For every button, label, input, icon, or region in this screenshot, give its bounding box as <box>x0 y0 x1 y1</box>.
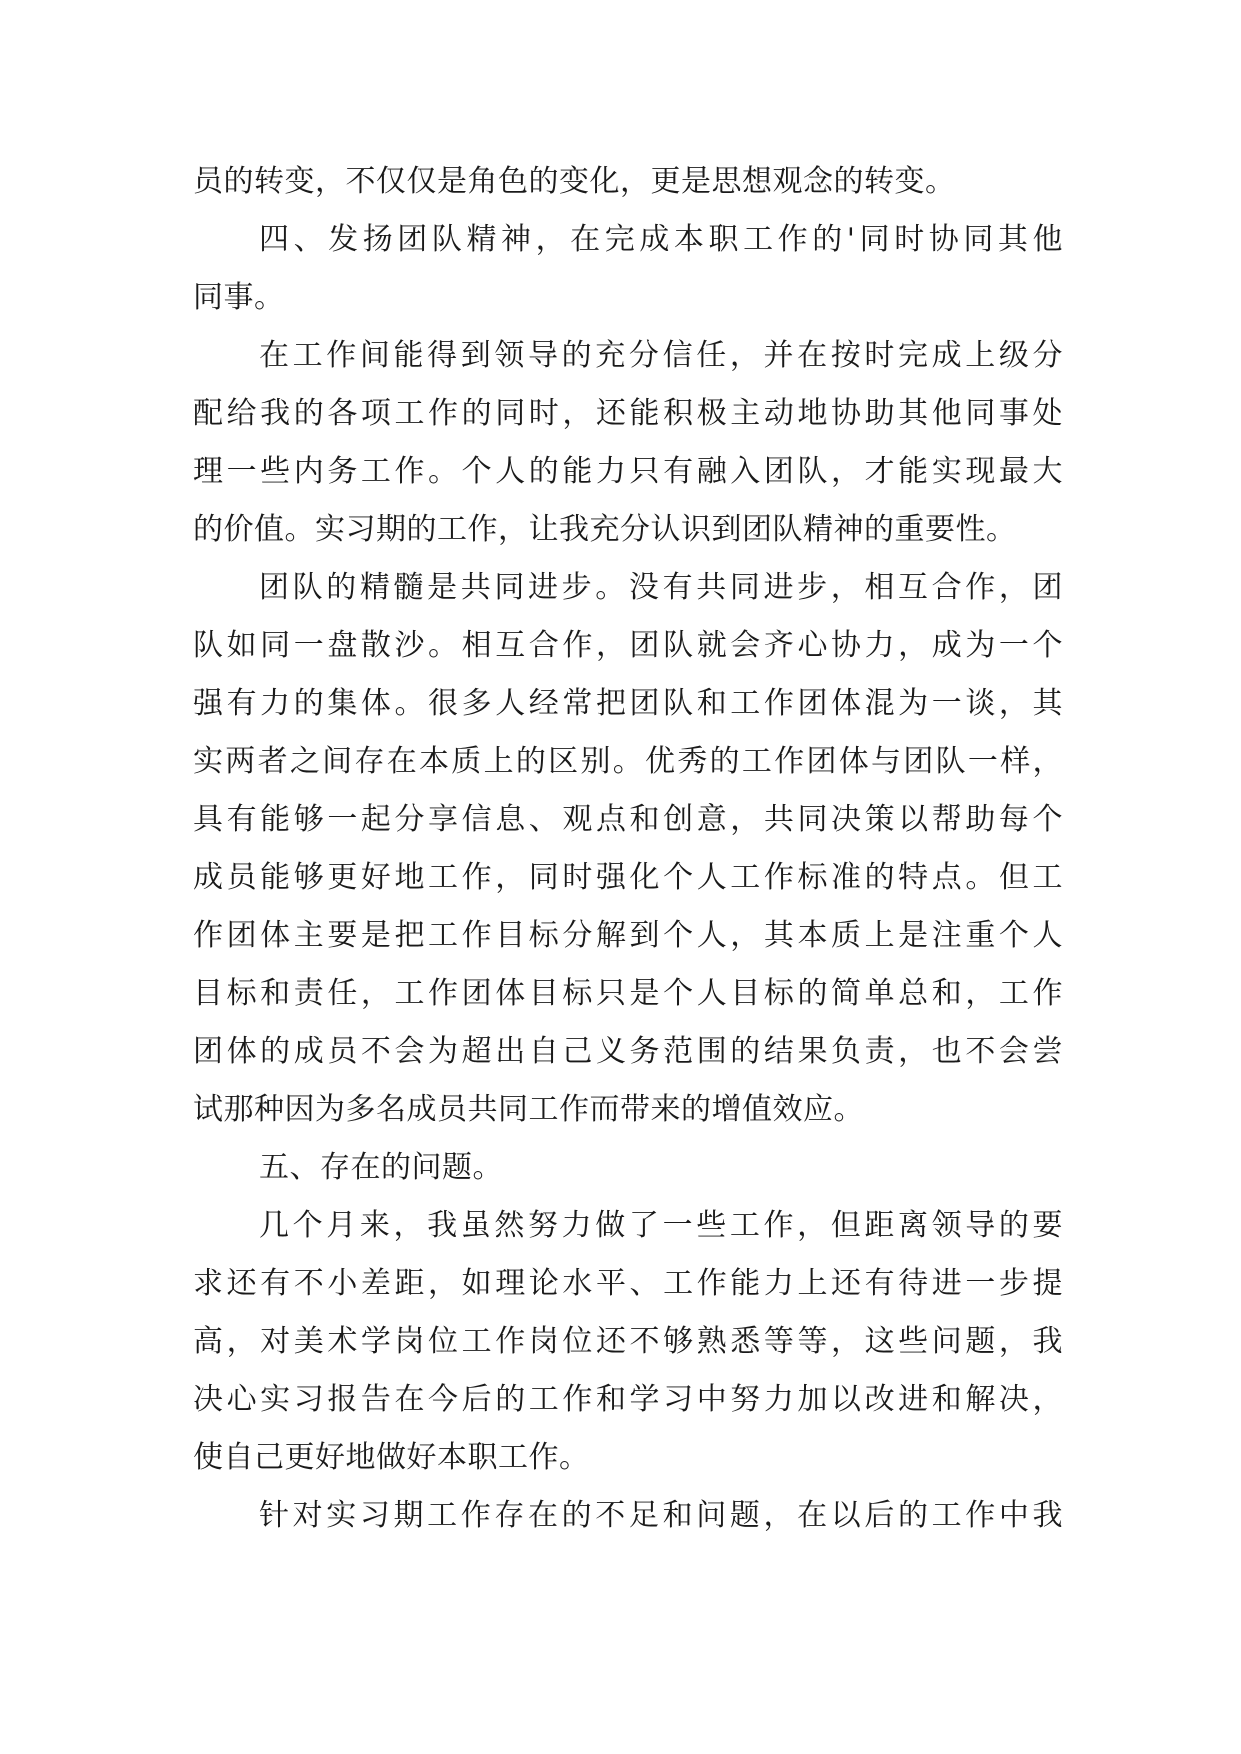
text-line: 目标和责任，工作团体目标只是个人目标的简单总和，工作 <box>193 976 1063 1011</box>
text-line: 作团体主要是把工作目标分解到个人，其本质上是注重个人 <box>193 918 1063 953</box>
text-line: 团队的精髓是共同进步。没有共同进步，相互合作，团 <box>259 570 1063 605</box>
text-line: 理一些内务工作。个人的能力只有融入团队，才能实现最大 <box>193 454 1063 489</box>
text-line: 高，对美术学岗位工作岗位还不够熟悉等等，这些问题，我 <box>193 1324 1063 1359</box>
text-line: 实两者之间存在本质上的区别。优秀的工作团体与团队一样， <box>193 744 1063 779</box>
text-line: 几个月来，我虽然努力做了一些工作，但距离领导的要 <box>259 1208 1063 1243</box>
text-line: 使自己更好地做好本职工作。 <box>193 1440 590 1475</box>
text-line: 决心实习报告在今后的工作和学习中努力加以改进和解决， <box>193 1382 1063 1417</box>
text-line: 五、存在的问题。 <box>259 1150 503 1185</box>
text-line: 求还有不小差距，如理论水平、工作能力上还有待进一步提 <box>193 1266 1063 1301</box>
text-line: 强有力的集体。很多人经常把团队和工作团体混为一谈，其 <box>193 686 1063 721</box>
document-body <box>193 153 1063 1545</box>
text-line: 同事。 <box>193 280 285 315</box>
text-line: 试那种因为多名成员共同工作而带来的增值效应。 <box>193 1092 864 1127</box>
text-line: 具有能够一起分享信息、观点和创意，共同决策以帮助每个 <box>193 802 1063 837</box>
text-line: 配给我的各项工作的同时，还能积极主动地协助其他同事处 <box>193 396 1063 431</box>
text-line: 四、发扬团队精神，在完成本职工作的'同时协同其他 <box>259 222 1063 257</box>
text-line: 成员能够更好地工作，同时强化个人工作标准的特点。但工 <box>193 860 1063 895</box>
text-line: 队如同一盘散沙。相互合作，团队就会齐心协力，成为一个 <box>193 628 1063 663</box>
text-line: 的价值。实习期的工作，让我充分认识到团队精神的重要性。 <box>193 512 1017 547</box>
text-line: 员的转变，不仅仅是角色的变化，更是思想观念的转变。 <box>193 164 956 199</box>
text-line: 针对实习期工作存在的不足和问题，在以后的工作中我 <box>259 1498 1063 1533</box>
text-line: 团体的成员不会为超出自己义务范围的结果负责，也不会尝 <box>193 1034 1063 1069</box>
text-line: 在工作间能得到领导的充分信任，并在按时完成上级分 <box>259 338 1063 373</box>
